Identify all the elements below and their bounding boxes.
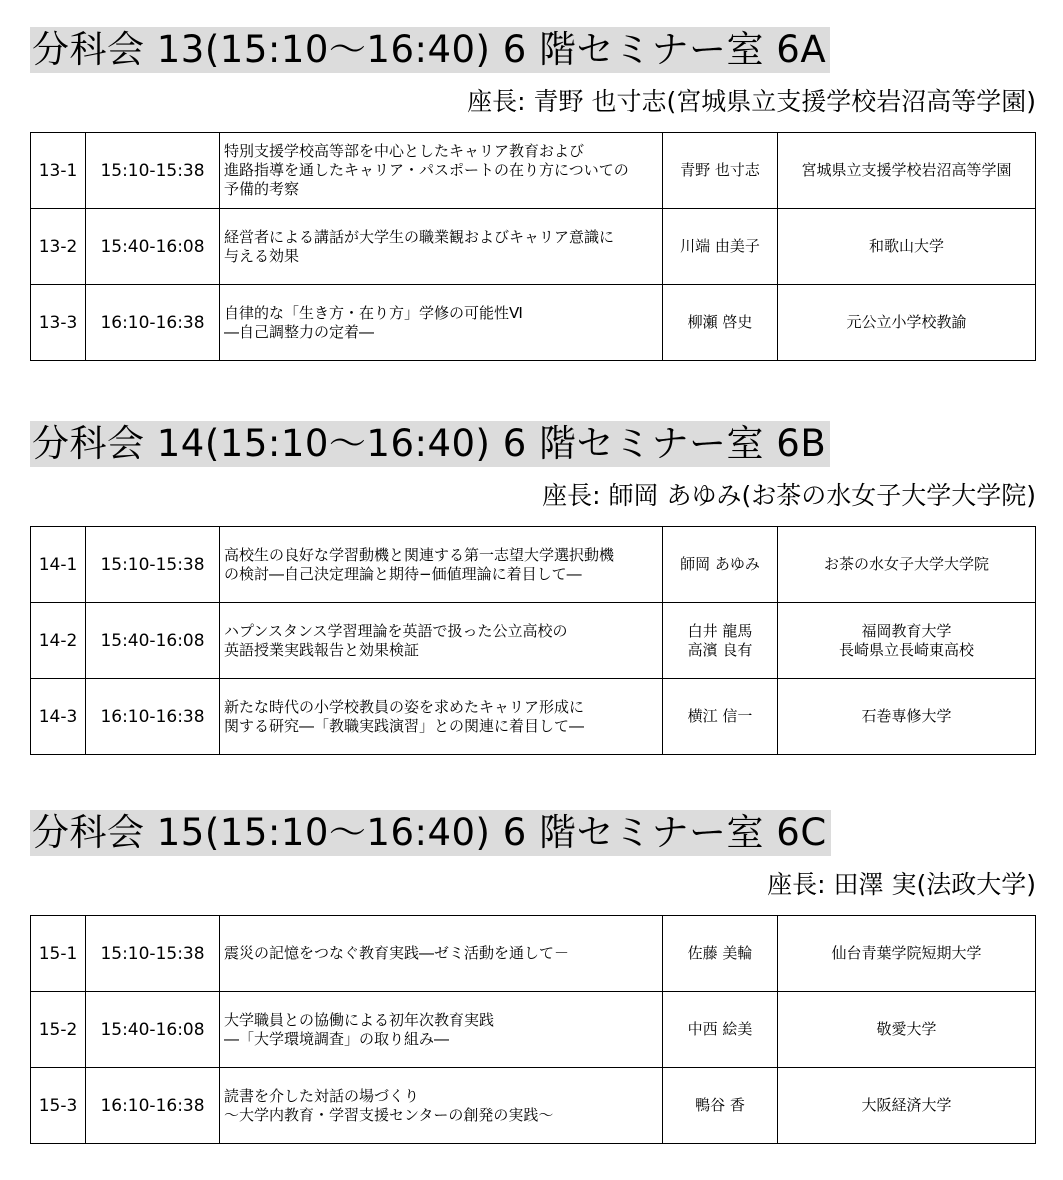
session-table	[30, 132, 1036, 361]
session-chair: 座長: 師岡 あゆみ(お茶の水女子大学大学院)	[542, 481, 1036, 510]
affiliation-name: 元公立小学校教諭	[846, 313, 967, 331]
presenter	[663, 679, 778, 755]
presentation-time: 16:10-16:38	[86, 285, 220, 361]
presentation-title	[220, 527, 663, 603]
presentation-time: 15:10-15:38	[86, 916, 220, 992]
session-heading: 分科会 13(15:10～16:40) 6 階セミナー室 6A	[30, 27, 830, 73]
presentation-time: 15:10-15:38	[86, 133, 220, 209]
title-line: 自律的な「生き方・在り方」学修の可能性Ⅵ	[224, 303, 523, 322]
presenter-name: 中西 絵美	[687, 1020, 753, 1038]
presentation-time: 15:40-16:08	[86, 603, 220, 679]
affiliation	[778, 992, 1036, 1068]
presenter	[663, 1068, 778, 1144]
session-15	[30, 810, 1036, 1124]
presentation-number: 13-1	[31, 133, 86, 209]
affiliation	[778, 527, 1036, 603]
presentation-time: 15:40-16:08	[86, 992, 220, 1068]
title-line: の検討―自己決定理論と期待−価値理論に着目して―	[224, 564, 582, 583]
affiliation	[778, 285, 1036, 361]
presentation-time: 15:10-15:38	[86, 527, 220, 603]
title-line: 関する研究―「教職実践演習」との関連に着目して―	[224, 716, 585, 735]
presenter	[663, 603, 778, 679]
affiliation-name: 和歌山大学	[868, 237, 944, 255]
title-line: 読書を介した対話の場づくり	[224, 1086, 420, 1105]
title-line: ～大学内教育・学習支援センターの創発の実践～	[224, 1105, 554, 1124]
presentation-number: 14-2	[31, 603, 86, 679]
presentation-time: 16:10-16:38	[86, 1068, 220, 1144]
presenter	[663, 209, 778, 285]
session-chair: 座長: 田澤 実(法政大学)	[767, 870, 1036, 899]
title-line: 予備的考察	[224, 180, 300, 198]
presentation-time: 15:40-16:08	[86, 209, 220, 285]
presentation-number: 15-2	[31, 992, 86, 1068]
presenter	[663, 285, 778, 361]
presentation-number: 13-2	[31, 209, 86, 285]
session-table	[30, 526, 1036, 755]
session-13	[30, 27, 1036, 341]
presentation-title	[220, 679, 663, 755]
title-line: 進路指導を通したキャリア・パスポートの在り方についての	[224, 161, 629, 179]
table-row	[31, 992, 1036, 1068]
title-line: 特別支援学校高等部を中心としたキャリア教育および	[224, 142, 585, 160]
presentation-number: 13-3	[31, 285, 86, 361]
presenter-name: 師岡 あゆみ	[680, 555, 760, 573]
presenter-name: 川端 由美子	[680, 237, 760, 255]
presenter	[663, 133, 778, 209]
affiliation	[778, 916, 1036, 992]
title-line: 経営者による講話が大学生の職業観およびキャリア意識に	[224, 227, 615, 246]
affiliation-name: お茶の水女子大学大学院	[823, 555, 989, 573]
presenter	[663, 527, 778, 603]
affiliation-name: 仙台青葉学院短期大学	[831, 944, 982, 962]
presenter-name: 青野 也寸志	[680, 161, 760, 179]
title-line: 新たな時代の小学校教員の姿を求めたキャリア形成に	[224, 697, 585, 716]
table-row	[31, 285, 1036, 361]
presenter	[663, 992, 778, 1068]
session-heading: 分科会 15(15:10～16:40) 6 階セミナー室 6C	[30, 810, 831, 856]
presenter-name: 佐藤 美輪	[687, 944, 753, 962]
presentation-number: 15-1	[31, 916, 86, 992]
presentation-title	[220, 285, 663, 361]
affiliation-name: 長崎県立長崎東高校	[838, 640, 974, 659]
title-line: ―自己調整力の定着―	[224, 322, 375, 341]
presentation-title	[220, 133, 663, 209]
affiliation	[778, 679, 1036, 755]
table-row	[31, 679, 1036, 755]
affiliation-name: 敬愛大学	[876, 1020, 937, 1038]
table-row	[31, 209, 1036, 285]
presenter	[663, 916, 778, 992]
presentation-number: 15-3	[31, 1068, 86, 1144]
affiliation	[778, 209, 1036, 285]
presentation-title	[220, 209, 663, 285]
title-line: 震災の記憶をつなぐ教育実践―ゼミ活動を通して－	[224, 944, 570, 962]
affiliation	[778, 1068, 1036, 1144]
session-chair: 座長: 青野 也寸志(宮城県立支援学校岩沼高等学園)	[467, 87, 1036, 116]
title-line: 大学職員との協働による初年次教育実践	[224, 1010, 495, 1029]
presenter-name: 柳瀬 啓史	[687, 313, 753, 331]
title-line: 高校生の良好な学習動機と関連する第一志望大学選択動機	[224, 545, 615, 564]
affiliation-name: 大阪経済大学	[861, 1096, 952, 1114]
affiliation-name: 石巻専修大学	[861, 707, 952, 725]
title-line: ―「大学環境調査」の取り組み―	[224, 1029, 450, 1048]
affiliation-name: 宮城県立支援学校岩沼高等学園	[801, 161, 1012, 179]
title-line: 英語授業実践報告と効果検証	[224, 640, 420, 659]
table-row	[31, 603, 1036, 679]
title-line: ハプンスタンス学習理論を英語で扱った公立高校の	[224, 621, 568, 640]
table-row	[31, 133, 1036, 209]
session-table	[30, 915, 1036, 1144]
presentation-title	[220, 916, 663, 992]
presenter-name: 高濱 良有	[687, 640, 753, 659]
table-row	[31, 527, 1036, 603]
affiliation-name: 福岡教育大学	[861, 621, 952, 640]
presentation-number: 14-1	[31, 527, 86, 603]
presentation-title	[220, 603, 663, 679]
affiliation	[778, 603, 1036, 679]
session-14	[30, 421, 1036, 735]
presentation-title	[220, 1068, 663, 1144]
presentation-time: 16:10-16:38	[86, 679, 220, 755]
table-row	[31, 916, 1036, 992]
presenter-name: 鴨谷 香	[695, 1096, 745, 1114]
affiliation	[778, 133, 1036, 209]
title-line: 与える効果	[224, 246, 300, 265]
presentation-number: 14-3	[31, 679, 86, 755]
session-heading: 分科会 14(15:10～16:40) 6 階セミナー室 6B	[30, 421, 830, 467]
presenter-name: 白井 龍馬	[687, 621, 753, 640]
presenter-name: 横江 信一	[687, 707, 753, 725]
presentation-title	[220, 992, 663, 1068]
table-row	[31, 1068, 1036, 1144]
